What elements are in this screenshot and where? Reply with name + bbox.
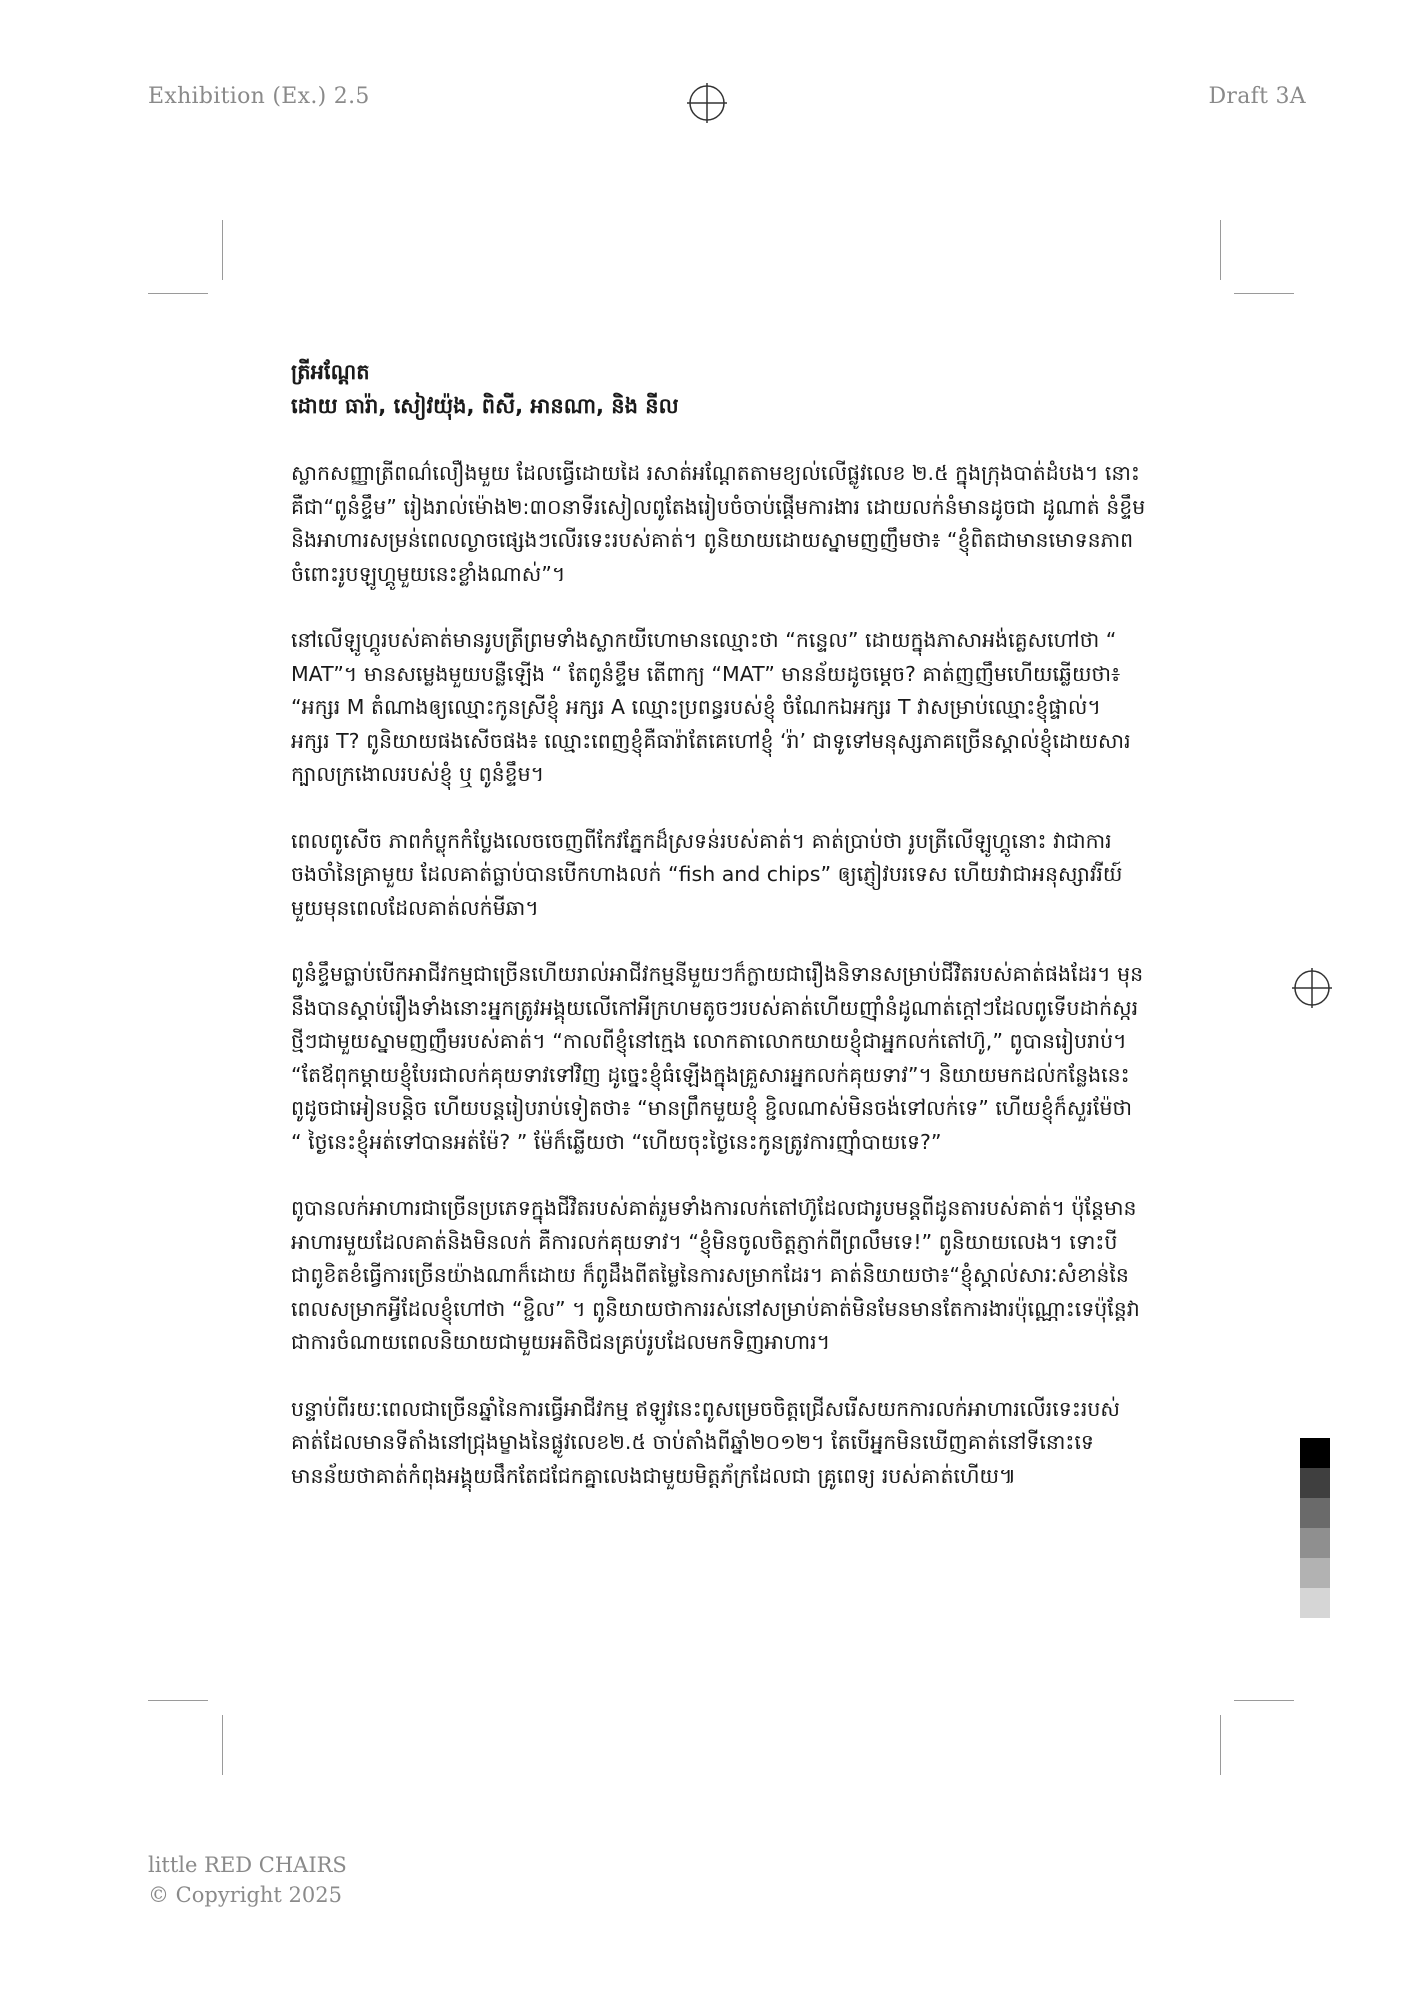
header-exhibition-label: Exhibition (Ex.) 2.5 — [148, 84, 370, 109]
color-swatch-5 — [1300, 1558, 1330, 1588]
paragraph-1: ស្លាកសញ្ញាត្រីពណ៌លឿងមួយ ដែលធ្វើដោយដៃ រសាត់អណ្តែតតាមខ្យល់លើផ្លូវលេខ ២.៥ ក្នុងក្រុងបាត់ដំបង។ នោះគឺជា“ពូនំខ្ទឹម” រៀងរាល់ម៉ោង២:៣០នាទីរសៀលពូតែងរៀបចំចាប់ផ្តើមការងារ ដោយលក់នំមានដូចជា ដូណាត់ នំខ្ទឹម និងអាហារសម្រន់ពេលល្ងាចផ្សេងៗលើរទេះរបស់គាត់។ ពូនិយាយដោយស្នាមញញឹមថា៖ “ខ្ញុំពិតជាមានមោទនភាពចំពោះរូបឡូហ្គូមួយនេះខ្លាំងណាស់”។ — [291, 461, 1146, 586]
color-swatch-2 — [1300, 1468, 1330, 1498]
crop-mark-bottom-left-horizontal — [148, 1700, 208, 1701]
crop-mark-top-right-horizontal — [1234, 293, 1294, 294]
crop-mark-top-left-horizontal — [148, 293, 208, 294]
crop-mark-bottom-right-horizontal — [1234, 1700, 1294, 1701]
footer-brand: little RED CHAIRS — [148, 1853, 347, 1877]
registration-mark-right-icon — [1292, 968, 1332, 1008]
article-heading — [291, 355, 1146, 423]
color-swatch-6 — [1300, 1588, 1330, 1618]
registration-mark-top-icon — [687, 83, 727, 123]
header-draft-label: Draft 3A — [1208, 84, 1306, 109]
paragraph-3: ពេលពូសើច ភាពកំប្លុកកំប្លែងលេចចេញពីកែវភ្នែកដ៏ស្រទន់របស់គាត់។ គាត់ប្រាប់ថា រូបត្រីលើឡូហ្គូនោះ វាជាការចងចាំនៃគ្រាមួយ ដែលគាត់ធ្លាប់បានបើកហាងលក់ “fish and chips” ឲ្យភ្ញៀវបរទេស ហើយវាជាអនុស្សាវរីយ៍មួយមុនពេលដែលគាត់លក់មីឆា។ — [291, 828, 1123, 920]
crop-mark-bottom-right-vertical — [1220, 1715, 1221, 1775]
color-swatch-4 — [1300, 1528, 1330, 1558]
article-byline: ដោយ ធារ៉ា, សៀវយ៉ុង, ពិសី, អានណា, និង នីល — [291, 394, 679, 418]
footer-copyright: © Copyright 2025 — [148, 1883, 342, 1907]
article-body — [291, 355, 1146, 1526]
crop-mark-bottom-left-vertical — [222, 1715, 223, 1775]
paragraph-4: ពូនំខ្ទឹមធ្លាប់បើកអាជីវកម្មជាច្រើនហើយរាល់អាជីវកម្មនីមួយៗក៏ក្លាយជារឿងនិទានសម្រាប់ជីវិតរបស់គាត់ផងដែរ។ មុននឹងបានស្តាប់រឿងទាំងនោះអ្នកត្រូវអង្គុយលើកៅអីក្រហមតូចៗរបស់គាត់ហើយញ៉ាំនំដូណាត់ក្តៅៗដែលពូទើបដាក់ស្ករថ្មីៗជាមួយស្នាមញញឹមរបស់គាត់។ “កាលពីខ្ញុំនៅក្មេង លោកតាលោកយាយខ្ញុំជាអ្នកលក់តៅហ៊ូ,” ពូបានរៀបរាប់។ “តែឪពុកម្តាយខ្ញុំបែរជាលក់គុយទាវទៅវិញ ដូច្នេះខ្ញុំធំឡើងក្នុងគ្រួសារអ្នកលក់គុយទាវ”។ និយាយមកដល់កន្លែងនេះ ពូដូចជាអៀនបន្តិច ហើយបន្តរៀបរាប់ទៀតថា៖ “មានព្រឹកមួយខ្ញុំ ខ្ជិលណាស់មិនចង់ទៅលក់ទេ” ហើយខ្ញុំក៏សួរម៉ែថា “ ថ្ងៃនេះខ្ញុំអត់ទៅបានអត់ម៉ែ? ” ម៉ែក៏ឆ្លើយថា “ហើយចុះថ្ងៃនេះកូនត្រូវការញ៉ាំបាយទេ?” — [291, 962, 1144, 1154]
paragraph-2: នៅលើឡូហ្គូរបស់គាត់មានរូបត្រីព្រមទាំងស្លាកយីហោមានឈ្មោះថា “កន្ទេល” ដោយក្នុងភាសាអង់គ្លេសហៅថា “ MAT”។ មានសម្លេងមួយបន្លឺឡើង “ តែពូនំខ្ទឹម តើពាក្យ “MAT” មានន័យដូចម្តេច? គាត់ញញឹមហើយឆ្លើយថា៖ “អក្សរ M តំណាងឲ្យឈ្មោះកូនស្រីខ្ញុំ អក្សរ A ឈ្មោះប្រពន្ធរបស់ខ្ញុំ ចំណែកឯអក្សរ T វាសម្រាប់ឈ្មោះខ្ញុំផ្ទាល់។ អក្សរ T? ពូនិយាយផងសើចផង៖ ឈ្មោះពេញខ្ញុំគឺធារ៉ាតែគេហៅខ្ញុំ ‘រ៉ា’ ជាទូទៅមនុស្សភាគច្រើនស្គាល់ខ្ញុំដោយសារ ក្បាលក្រងោលរបស់ខ្ញុំ ឬ ពូនំខ្ទឹម។ — [291, 628, 1131, 786]
paragraph-6: បន្ទាប់ពីរយៈពេលជាច្រើនឆ្នាំនៃការធ្វើអាជីវកម្ម ឥឡូវនេះពូសម្រេចចិត្តជ្រើសរើសយកការលក់អាហារលើរទេះរបស់គាត់ដែលមានទីតាំងនៅជ្រុងម្ខាងនៃផ្លូវលេខ២.៥ ចាប់តាំងពីឆ្នាំ២០១២។ តែបើអ្នកមិនឃើញគាត់នៅទីនោះទេមានន័យថាគាត់កំពុងអង្គុយផឹកតែជជែកគ្នាលេងជាមួយមិត្តភ័ក្រដែលជា គ្រូពេទ្យ របស់គាត់ហើយ៕ — [291, 1396, 1120, 1488]
article-title: ត្រីអណ្តែត — [291, 360, 370, 384]
color-swatch-3 — [1300, 1498, 1330, 1528]
color-swatch-1 — [1300, 1438, 1330, 1468]
grayscale-color-bar — [1300, 1438, 1330, 1618]
crop-mark-top-left-vertical — [222, 220, 223, 280]
crop-mark-top-right-vertical — [1220, 220, 1221, 280]
paragraph-5: ពូបានលក់អាហារជាច្រើនប្រភេទក្នុងជីវិតរបស់គាត់រួមទាំងការលក់តៅហ៊ូដែលជារូបមន្តពីដូនតារបស់គាត់។ ប៉ុន្តែមានអាហារមួយដែលគាត់និងមិនលក់ គឺការលក់គុយទាវ។ “ខ្ញុំមិនចូលចិត្តភ្ញាក់ពីព្រលឹមទេ!” ពូនិយាយលេង។ ទោះបីជាពូខិតខំធ្វើការច្រើនយ៉ាងណាក៏ដោយ ក៏ពូដឹងពីតម្លៃនៃការសម្រាកដែរ។ គាត់និយាយថា៖“ខ្ញុំស្គាល់សារៈសំខាន់នៃពេលសម្រាកអ្វីដែលខ្ញុំហៅថា “ខ្ជិល” ។ ពូនិយាយថាការរស់នៅសម្រាប់គាត់មិនមែនមានតែការងារប៉ុណ្ណោះទេប៉ុន្តែវាជាការចំណាយពេលនិយាយជាមួយអតិថិជនគ្រប់រូបដែលមកទិញអាហារ។ — [291, 1196, 1140, 1354]
